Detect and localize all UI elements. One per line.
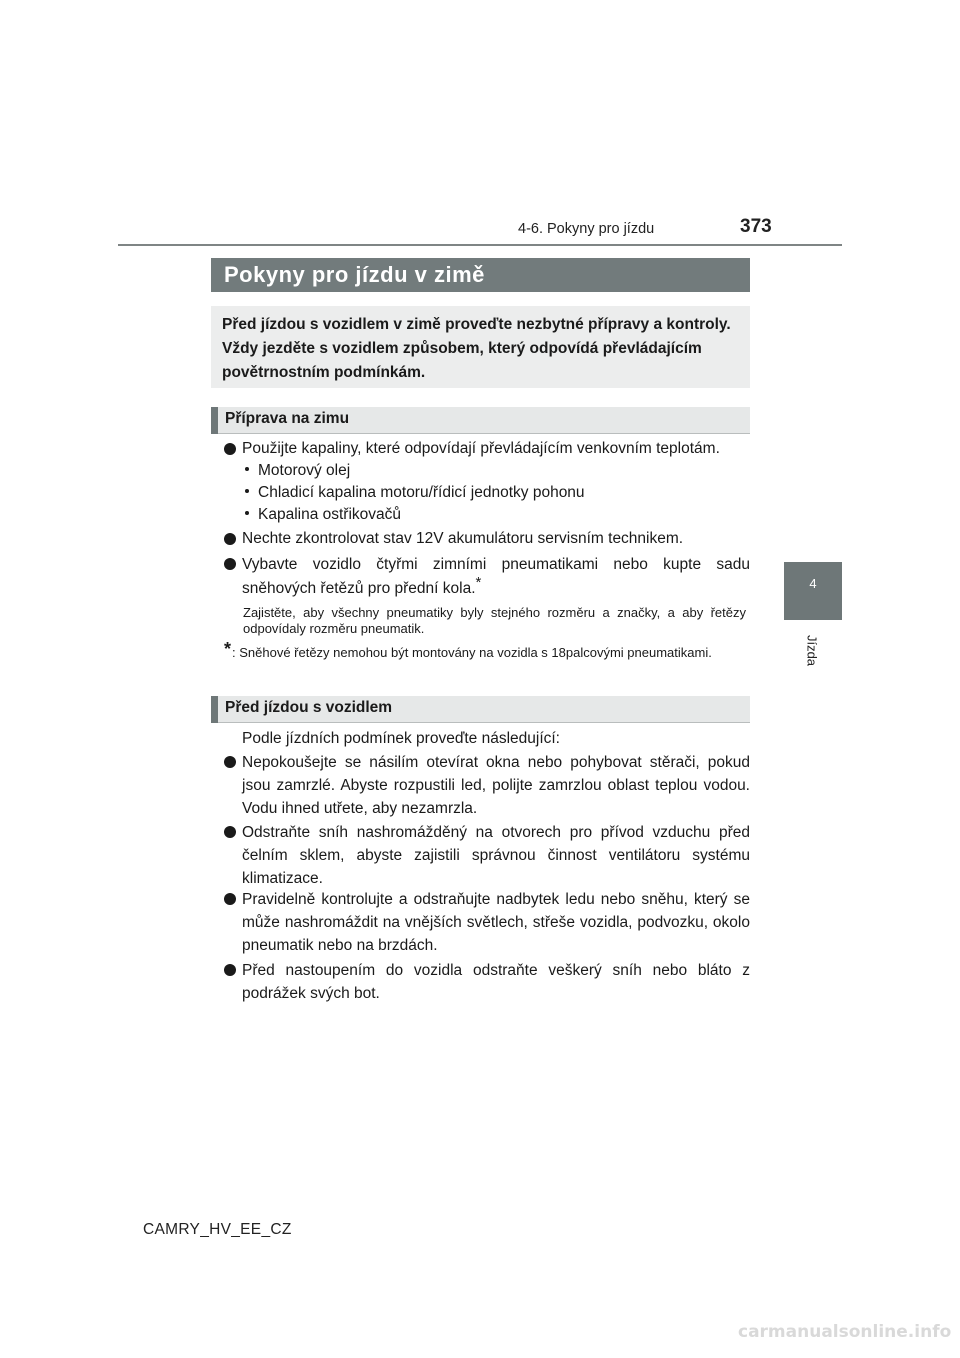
page-title: Pokyny pro jízdu v zimě <box>224 262 485 287</box>
footnote-text: : Sněhové řetězy nemohou být montovány na vozidla s 18palcovými pneumatikami. <box>232 645 712 660</box>
sub-bullet-icon <box>245 467 249 471</box>
section-header-accent <box>211 407 218 434</box>
list-item-text: Odstraňte sníh nashromážděný na otvorech pro přívod vzduchu před čelním sklem, abyste zajistili správnou činnost ventilátoru systému klimatizace. <box>242 824 750 887</box>
header-divider <box>118 244 842 246</box>
bullet-icon <box>224 826 236 838</box>
chapter-tab <box>784 562 842 620</box>
bullet-icon <box>224 558 236 570</box>
list-item <box>224 751 750 820</box>
section-header-accent <box>211 696 218 723</box>
section-heading: Před jízdou s vozidlem <box>225 699 393 716</box>
footnote-marker: * <box>475 573 482 591</box>
footnote-symbol: * <box>224 639 232 659</box>
section-lead: Podle jízdních podmínek proveďte následující: <box>242 730 560 747</box>
bullet-icon <box>224 443 236 455</box>
sub-list-item-text: Kapalina ostřikovačů <box>258 506 402 523</box>
note-text: Zajistěte, aby všechny pneumatiky byly stejného rozměru a značky, a aby řetězy odpovídaly rozměru pneumatik. <box>243 605 746 636</box>
chapter-number: 4 <box>809 576 817 591</box>
list-item <box>224 959 750 1005</box>
bullet-icon <box>224 533 236 545</box>
list-item <box>224 553 750 601</box>
list-item-text: Použijte kapaliny, které odpovídají převládajícím venkovním teplotám. <box>242 440 720 457</box>
intro-text: Před jízdou s vozidlem v zimě proveďte nezbytné přípravy a kontroly. Vždy jezděte s vozidlem způsobem, který odpovídá převládajícím povětrnostním podmínkám. <box>222 316 731 381</box>
list-item-text: Nepokoušejte se násilím otevírat okna nebo pohybovat stěrači, pokud jsou zamrzlé. Abyste rozpustili led, polijte zamrzlou oblast teplou vodou. Vodu ihned utřete, aby nezamrzla. <box>242 754 750 817</box>
sub-list-item <box>245 482 585 504</box>
section-heading: Příprava na zimu <box>225 410 350 427</box>
sub-list-item <box>245 504 401 526</box>
list-item <box>224 821 750 890</box>
list-item-text: Vybavte vozidlo čtyřmi zimními pneumatikami nebo kupte sadu sněhových řetězů pro přední kola.* <box>242 556 750 597</box>
sub-list-item-text: Motorový olej <box>258 462 351 479</box>
sub-list-item <box>245 460 350 482</box>
sub-bullet-icon <box>245 511 249 515</box>
bullet-icon <box>224 756 236 768</box>
list-item <box>224 888 750 957</box>
bullet-icon <box>224 893 236 905</box>
list-item-text: Nechte zkontrolovat stav 12V akumulátoru servisním technikem. <box>242 530 684 547</box>
list-item-text: Před nastoupením do vozidla odstraňte veškerý sníh nebo bláto z podrážek svých bot. <box>242 962 750 1002</box>
bullet-icon <box>224 964 236 976</box>
footnote <box>224 639 746 661</box>
chapter-label: Jízda <box>804 634 820 667</box>
watermark: carmanualsonline.info <box>738 1322 952 1342</box>
header-section-title: 4-6. Pokyny pro jízdu <box>518 221 655 237</box>
page-number: 373 <box>740 216 772 237</box>
document-code: CAMRY_HV_EE_CZ <box>143 1221 292 1238</box>
list-item <box>224 438 750 460</box>
sub-list-item-text: Chladicí kapalina motoru/řídicí jednotky pohonu <box>258 484 585 501</box>
list-item-text: Pravidelně kontrolujte a odstraňujte nadbytek ledu nebo sněhu, který se může nashromáždit na vnějších světlech, střeše vozidla, podvozku, okolo pneumatik nebo na brzdách. <box>242 891 750 954</box>
sub-bullet-icon <box>245 489 249 493</box>
list-item <box>224 528 750 550</box>
